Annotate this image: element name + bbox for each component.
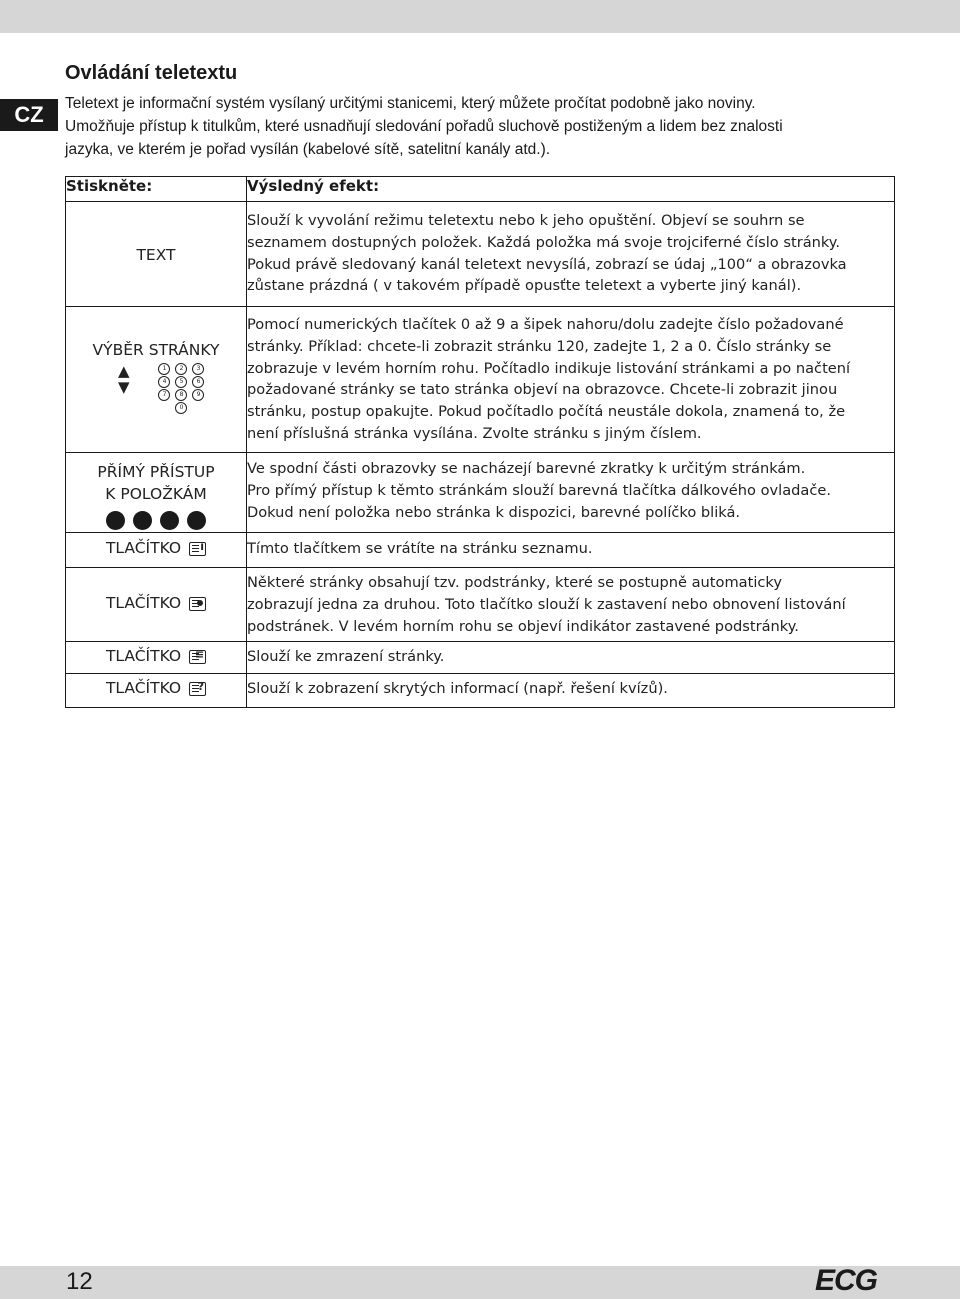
effect-cell xyxy=(247,202,895,307)
color-button-icon xyxy=(160,511,179,530)
color-button-icon xyxy=(106,511,125,530)
numpad-key: 0 xyxy=(175,402,187,414)
numpad-key: 5 xyxy=(175,376,187,388)
effect-cell xyxy=(247,674,895,708)
page-select-controls xyxy=(66,363,246,415)
key-cell xyxy=(66,453,247,533)
arrow-down-icon: ▼ xyxy=(118,378,130,396)
numpad-key: 6 xyxy=(192,376,204,388)
key-cell xyxy=(66,568,247,642)
numpad-icon xyxy=(154,363,208,415)
intro-line: jazyka, ve kterém je pořad vysílán (kabelové sítě, satelitní kanály atd.). xyxy=(65,141,551,158)
section-title: Ovládání teletextu xyxy=(65,62,238,84)
effect-line: Slouží k zobrazení skrytých informací (např. řešení kvízů). xyxy=(247,680,668,697)
color-button-icon xyxy=(187,511,206,530)
effect-line: Tímto tlačítkem se vrátíte na stránku seznamu. xyxy=(247,540,593,557)
effect-line: seznamem dostupných položek. Každá položka má svoje trojciferné číslo stránky. xyxy=(247,233,841,251)
top-bar xyxy=(0,0,960,33)
effect-cell xyxy=(247,533,895,568)
table-row xyxy=(66,642,895,674)
table-row xyxy=(66,568,895,642)
effect-line: podstránek. V levém horním rohu se objeví indikátor zastavené podstránky. xyxy=(247,617,799,635)
effect-cell xyxy=(247,453,895,533)
effect-line: Pomocí numerických tlačítek 0 až 9 a šipek nahoru/dolu zadejte číslo požadované xyxy=(247,316,844,333)
color-button-icon xyxy=(133,511,152,530)
effect-line: stránku, postup opakujte. Pokud počítadlo počítá neustále dokola, znamená to, že xyxy=(247,403,846,421)
effect-line: Dokud není položka nebo stránka k dispozici, barevné políčko bliká. xyxy=(247,503,741,521)
effect-cell xyxy=(247,307,895,453)
table-row xyxy=(66,307,895,453)
text-key-label: TEXT xyxy=(136,246,176,264)
teletext-functions-table xyxy=(65,176,895,708)
effect-line: Slouží k vyvolání režimu teletextu nebo k jeho opuštění. Objeví se souhrn se xyxy=(247,212,805,229)
header-key-cell: Stiskněte: xyxy=(66,177,247,202)
key-cell xyxy=(66,307,247,453)
key-cell xyxy=(66,202,247,307)
key-cell xyxy=(66,642,247,674)
effect-line: stránky. Příklad: chcete-li zobrazit stránku 120, zadejte 1, 2 a 0. Číslo stránky se xyxy=(247,337,832,355)
numpad-key: 9 xyxy=(192,389,204,401)
key-label: TLAČÍTKO xyxy=(105,647,182,665)
numpad-key: 1 xyxy=(158,363,170,375)
key-label: TLAČÍTKO xyxy=(105,679,182,697)
key-label: TLAČÍTKO xyxy=(105,539,182,557)
direct-access-label: K POLOŽKÁM xyxy=(105,485,207,503)
key-cell xyxy=(66,674,247,708)
direct-access-label: PŘÍMÝ PŘÍSTUP xyxy=(97,463,215,481)
numpad-key: 7 xyxy=(158,389,170,401)
numpad-key: 3 xyxy=(192,363,204,375)
intro-line: Umožňuje přístup k titulkům, které usnadňují sledování pořadů sluchově postiženým a lidem bez znalosti xyxy=(65,118,783,135)
effect-line: zobrazuje v levém horním rohu. Počítadlo indikuje listování stránkami a po načtení xyxy=(247,359,851,377)
table-row xyxy=(66,674,895,708)
table-row xyxy=(66,533,895,568)
page-number: 12 xyxy=(66,1268,93,1295)
intro-paragraph xyxy=(65,92,895,161)
teletext-index-icon: i xyxy=(189,542,206,556)
language-badge: CZ xyxy=(0,99,58,131)
header-effect-cell: Výsledný efekt: xyxy=(247,177,895,202)
key-cell xyxy=(66,533,247,568)
key-label: TLAČÍTKO xyxy=(105,594,182,612)
effect-line: Některé stránky obsahují tzv. podstránky, které se postupně automaticky xyxy=(247,574,782,591)
table-row xyxy=(66,453,895,533)
table-header-row xyxy=(66,177,895,202)
effect-line: Pro přímý přístup k těmto stránkám slouží barevná tlačítka dálkového ovladače. xyxy=(247,481,831,499)
teletext-freeze-icon: ≡ xyxy=(189,650,206,664)
arrow-up-icon: ▲ xyxy=(118,362,130,380)
arrow-keys xyxy=(118,363,130,395)
effect-line: zůstane prázdná ( v takovém případě opusťte teletext a vyberte jiný kanál). xyxy=(247,277,802,295)
effect-line: Pokud právě sledovaný kanál teletext nevysílá, zobrazí se údaj „100“ a obrazovka xyxy=(247,255,847,273)
numpad-key: 4 xyxy=(158,376,170,388)
color-buttons xyxy=(66,511,246,530)
effect-line: Slouží ke zmrazení stránky. xyxy=(247,648,445,665)
effect-line: požadované stránky se tato stránka objeví na obrazovce. Chcete-li zobrazit jinou xyxy=(247,381,838,399)
effect-cell xyxy=(247,568,895,642)
brand-logo: ECG xyxy=(815,1264,878,1297)
teletext-reveal-icon: ? xyxy=(189,682,206,696)
effect-cell xyxy=(247,642,895,674)
effect-line: není příslušná stránka vysílána. Zvolte stránku s jiným číslem. xyxy=(247,424,702,442)
table-row xyxy=(66,202,895,307)
teletext-hold-icon xyxy=(189,597,206,611)
effect-line: zobrazují jedna za druhou. Toto tlačítko slouží k zastavení nebo obnovení listování xyxy=(247,595,846,613)
numpad-key: 8 xyxy=(175,389,187,401)
page-select-label: VÝBĚR STRÁNKY xyxy=(92,341,220,359)
intro-line: Teletext je informační systém vysílaný určitými stanicemi, který můžete pročítat podobně jako noviny. xyxy=(65,95,756,112)
effect-line: Ve spodní části obrazovky se nacházejí barevné zkratky k určitým stránkám. xyxy=(247,460,806,477)
numpad-key: 2 xyxy=(175,363,187,375)
